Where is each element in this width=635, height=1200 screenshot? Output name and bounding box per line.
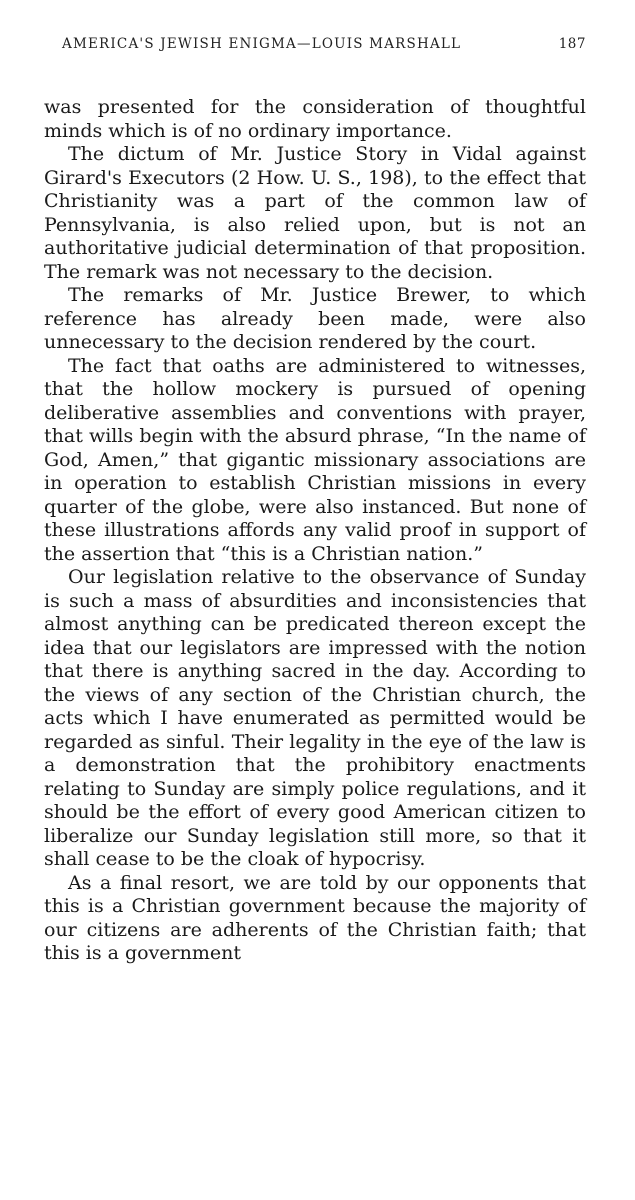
- page-number: 187: [558, 36, 586, 52]
- paragraph-final-resort: As a final resort, we are told by our opponents that this is a Christian government because the majority of our citizens are adherents of the Christian faith; that this is a government: [44, 871, 586, 964]
- paragraph-continued: was presented for the consideration of thoughtful minds which is of no ordinary importance.: [44, 96, 586, 142]
- body-text: [44, 96, 586, 966]
- paragraph-sunday-legislation: Our legislation relative to the observance of Sunday is such a mass of absurdities and inconsistencies that almost anything can be predicated thereon except the idea that our legislators are impressed with the notion that there is anything sacred in the day. According to the views of any section of the Christian church, the acts which I have enumerated as permitted would be regarded as sinful. Their legality in the eye of the law is a demonstration that the prohibitory enactments relating to Sunday are simply police regulations, and it should be the effort of every good American citizen to liberalize our Sunday legislation still more, so that it shall cease to be the cloak of hypocrisy.: [44, 566, 586, 870]
- book-page: [44, 36, 586, 966]
- running-title: AMERICA'S JEWISH ENIGMA—LOUIS MARSHALL: [62, 36, 462, 52]
- paragraph-brewer-remarks: The remarks of Mr. Justice Brewer, to which reference has already been made, were also unnecessary to the decision rendered by the court.: [44, 284, 586, 353]
- running-header: [44, 36, 586, 58]
- paragraph-oaths: The fact that oaths are administered to witnesses, that the hollow mockery is pursued of opening deliberative assemblies and conventions with prayer, that wills begin with the absurd phrase, “In the name of God, Amen,” that gigantic missionary associations are in operation to establish Christian missions in every quarter of the globe, were also instanced. But none of these illustrations affords any valid proof in support of the assertion that “this is a Christian nation.”: [44, 354, 586, 565]
- paragraph-story-dictum: The dictum of Mr. Justice Story in Vidal against Girard's Executors (2 How. U. S., 198), to the effect that Christianity was a part of the common law of Pennsylvania, is also relied upon, but is not an authoritative judicial determination of that proposition. The remark was not necessary to the decision.: [44, 143, 586, 283]
